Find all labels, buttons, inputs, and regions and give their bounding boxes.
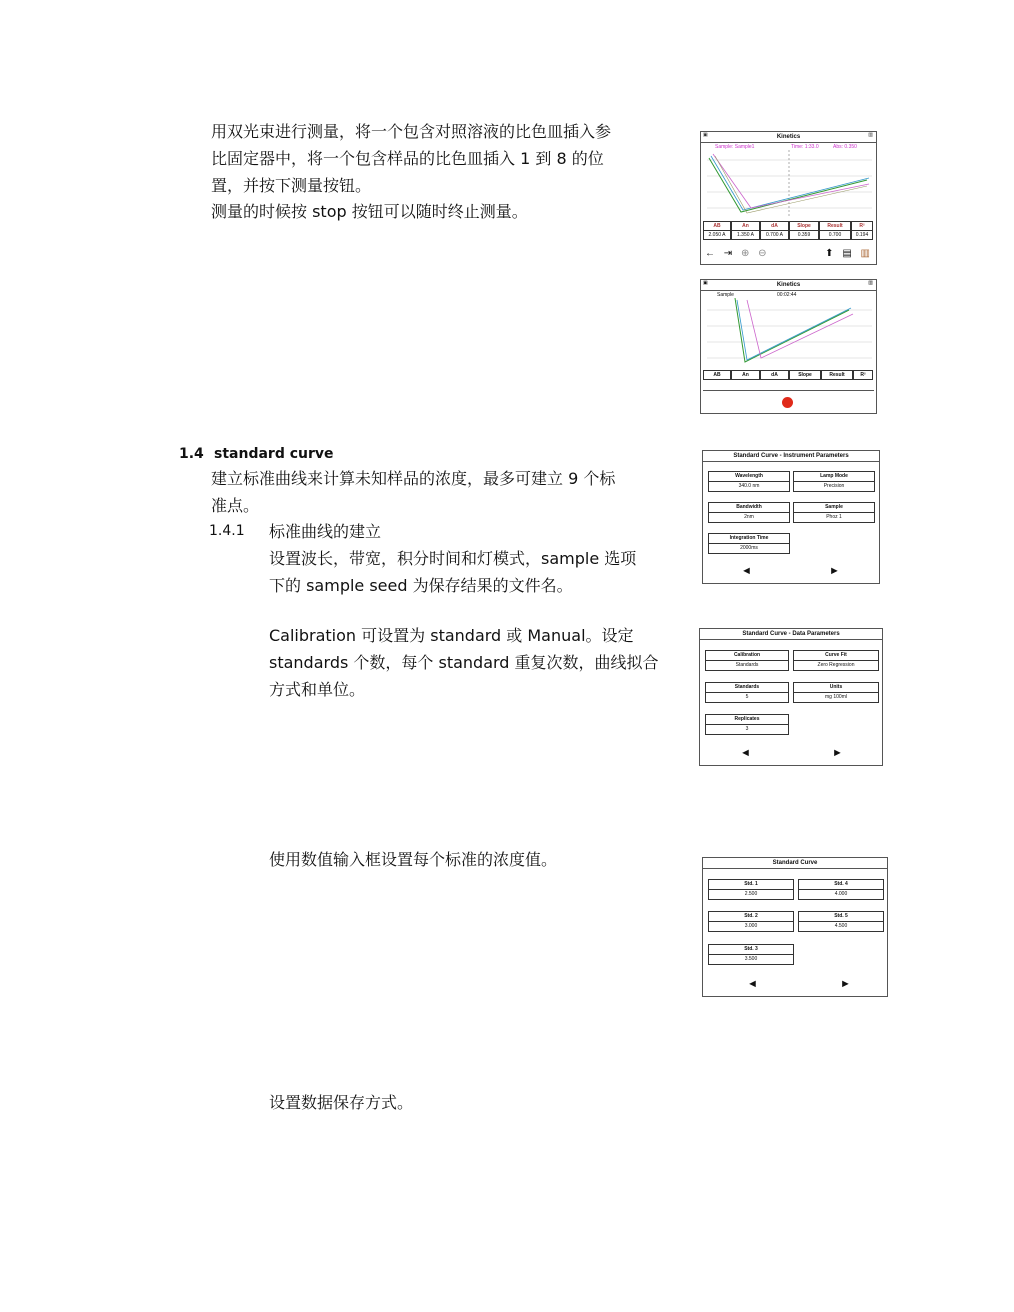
right-arrow-icon[interactable]: ►	[840, 978, 851, 990]
s2-head-an: An	[731, 370, 760, 380]
screen2-title: Kinetics	[701, 280, 876, 291]
curve-fit-field[interactable]: Curve Fit Zero Regression	[793, 650, 879, 671]
screen1-abs: Abs: 0.350	[833, 144, 857, 150]
para1-line3: 置，并按下测量按钮。	[211, 176, 372, 195]
data-parameters-screenshot	[699, 628, 883, 766]
s1-head-an: An	[731, 221, 760, 231]
screen4-title: Standard Curve - Data Parameters	[700, 629, 882, 640]
s1-head-r2: R²	[851, 221, 873, 231]
s1-val-r2: 0.194	[851, 230, 873, 240]
subsection-number: 1.4.1	[209, 523, 245, 539]
screen1-title: Kinetics	[701, 132, 876, 143]
para1-line2: 比固定器中，将一个包含样品的比色皿插入 1 到 8 的位	[211, 149, 604, 168]
standards-field[interactable]: Standards 5	[705, 682, 789, 703]
para4-line2: standards 个数，每个 standard 重复次数，曲线拟合	[269, 653, 659, 672]
para4-line1: Calibration 可设置为 standard 或 Manual。设定	[269, 626, 634, 645]
para1-line4: 测量的时候按 stop 按钮可以随时终止测量。	[211, 202, 528, 221]
kinetics-plot-1	[707, 150, 872, 216]
para4-line3: 方式和单位。	[269, 680, 366, 699]
para2-line1: 建立标准曲线来计算未知样品的浓度，最多可建立 9 个标	[211, 469, 616, 488]
kinetics-screenshot-2	[700, 279, 877, 414]
zoom-out-icon[interactable]: ⊖	[758, 248, 767, 259]
para5: 使用数值输入框设置每个标准的浓度值。	[269, 850, 558, 869]
left-arrow-icon[interactable]: ◄	[747, 978, 758, 990]
section-number: 1.4	[179, 446, 204, 462]
std2-field[interactable]: Std. 2 3.000	[708, 911, 794, 932]
kinetics-screenshot-1	[700, 131, 877, 265]
subsection-title: 标准曲线的建立	[269, 522, 382, 541]
s1-head-result: Result	[819, 221, 851, 231]
section-title: standard curve	[214, 446, 334, 462]
screen1-sample: Sample: Sample1	[715, 144, 755, 150]
wavelength-field[interactable]: Wavelength 340.0 nm	[708, 471, 790, 492]
right-arrow-icon[interactable]: ►	[829, 565, 840, 577]
screen5-title: Standard Curve	[703, 858, 887, 869]
std4-field[interactable]: Std. 4 4.000	[798, 879, 884, 900]
s1-val-da: 0.700 A	[760, 230, 789, 240]
s1-val-result: 0.700	[819, 230, 851, 240]
kinetics-plot-2	[707, 298, 872, 364]
s2-head-ab: AB	[703, 370, 731, 380]
para3-line1: 设置波长，带宽，积分时间和灯模式，sample 选项	[269, 549, 637, 568]
s2-head-result: Result	[821, 370, 853, 380]
units-field[interactable]: Units mg 100ml	[793, 682, 879, 703]
para3-line2: 下的 sample seed 为保存结果的文件名。	[269, 576, 573, 595]
para6: 设置数据保存方式。	[269, 1093, 414, 1112]
home-icon: ▣	[703, 132, 708, 138]
s1-head-ab: AB	[703, 221, 731, 231]
file-icon: ▥	[868, 132, 873, 138]
lamp-mode-field[interactable]: Lamp Mode Precision	[793, 471, 875, 492]
bandwidth-field[interactable]: Bandwidth 2nm	[708, 502, 790, 523]
para2-line2: 准点。	[211, 496, 260, 515]
zoom-in-icon[interactable]: ⊕	[740, 248, 750, 259]
s1-head-da: dA	[760, 221, 789, 231]
sample-field[interactable]: Sample Phoz 1	[793, 502, 875, 523]
para1-line1: 用双光束进行测量，将一个包含对照溶液的比色皿插入参	[211, 122, 612, 141]
std5-field[interactable]: Std. 5 4.500	[798, 911, 884, 932]
replicates-field[interactable]: Replicates 3	[705, 714, 789, 735]
home-icon: ▣	[703, 280, 708, 286]
up-arrow-icon[interactable]: ⬆	[825, 248, 834, 259]
std1-field[interactable]: Std. 1 2.500	[708, 879, 794, 900]
screen3-title: Standard Curve - Instrument Parameters	[703, 451, 879, 462]
save-icon[interactable]: ▥	[860, 248, 870, 259]
forward-arrow-icon[interactable]: ⇥	[723, 248, 733, 259]
copy-icon[interactable]: ▤	[842, 248, 852, 259]
file-icon: ▥	[868, 280, 873, 286]
screen1-time: Time: 1:33.0	[791, 144, 819, 150]
left-arrow-icon[interactable]: ◄	[741, 565, 752, 577]
s1-val-an: 1.350 A	[731, 230, 760, 240]
s2-head-da: dA	[760, 370, 789, 380]
right-arrow-icon[interactable]: ►	[832, 747, 843, 759]
calibration-field[interactable]: Calibration Standards	[705, 650, 789, 671]
standard-curve-screenshot	[702, 857, 888, 997]
back-arrow-icon[interactable]: ←	[705, 248, 715, 259]
s1-val-ab: 2.050 A	[703, 230, 731, 240]
s1-head-slope: Slope	[789, 221, 819, 231]
screen2-sample: Sample	[717, 292, 734, 298]
std3-field[interactable]: Std. 3 3.500	[708, 944, 794, 965]
stop-button[interactable]	[782, 397, 793, 408]
s2-head-r2: R²	[853, 370, 873, 380]
s2-head-slope: Slope	[789, 370, 821, 380]
left-arrow-icon[interactable]: ◄	[740, 747, 751, 759]
screen2-time: 00:02:44	[777, 292, 797, 298]
integration-time-field[interactable]: Integration Time 2000ms	[708, 533, 790, 554]
s1-val-slope: 0.359	[789, 230, 819, 240]
instrument-parameters-screenshot	[702, 450, 880, 584]
